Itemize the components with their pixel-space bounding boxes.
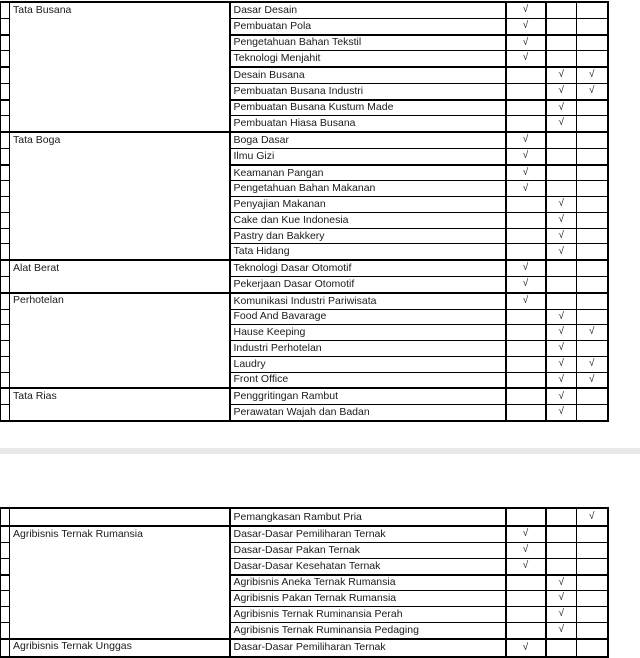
check-cell-col2: [546, 2, 577, 18]
check-cell-col1: √: [506, 35, 546, 51]
subject-cell: Front Office: [230, 372, 506, 388]
left-stub-cell: [1, 372, 10, 388]
left-stub-cell: [1, 405, 10, 421]
check-cell-col1: [506, 228, 546, 244]
check-cell-col1: √: [506, 2, 546, 18]
check-cell-col3: [577, 244, 608, 260]
left-stub-cell: [1, 100, 10, 116]
check-cell-col3: [577, 260, 608, 276]
check-cell-col1: √: [506, 526, 546, 542]
check-cell-col1: [506, 325, 546, 341]
check-cell-col2: √: [546, 622, 577, 638]
check-cell-col1: [506, 508, 546, 526]
check-cell-col3: [577, 2, 608, 18]
left-stub-cell: [1, 83, 10, 99]
subject-cell: Pembuatan Busana Kustum Made: [230, 100, 506, 116]
left-stub-cell: [1, 639, 10, 657]
left-stub-cell: [1, 575, 10, 591]
check-cell-col1: √: [506, 639, 546, 657]
check-cell-col2: √: [546, 575, 577, 591]
check-cell-col3: [577, 639, 608, 657]
subject-cell: Pastry dan Bakkery: [230, 228, 506, 244]
check-cell-col1: √: [506, 277, 546, 293]
left-stub-cell: [1, 228, 10, 244]
check-cell-col3: [577, 558, 608, 574]
check-cell-col3: [577, 197, 608, 213]
check-cell-col1: [506, 67, 546, 83]
check-cell-col2: [546, 639, 577, 657]
check-cell-col2: [546, 51, 577, 67]
table-body-page-2: [1, 508, 608, 657]
subject-cell: Pengetahuan Bahan Tekstil: [230, 35, 506, 51]
table-body-page-1: [1, 2, 608, 421]
subject-cell: Food And Bavarage: [230, 309, 506, 325]
curriculum-table-page-1: [0, 1, 609, 422]
check-cell-col1: [506, 212, 546, 228]
check-cell-col1: √: [506, 260, 546, 276]
left-stub-cell: [1, 607, 10, 623]
category-cell: [10, 508, 230, 526]
check-cell-col3: √: [577, 508, 608, 526]
subject-cell: Pembuatan Busana Industri: [230, 83, 506, 99]
check-cell-col2: √: [546, 228, 577, 244]
check-cell-col1: [506, 405, 546, 421]
check-cell-col1: √: [506, 165, 546, 181]
check-cell-col3: [577, 212, 608, 228]
check-cell-col3: [577, 35, 608, 51]
check-cell-col2: √: [546, 356, 577, 372]
subject-cell: Pemangkasan Rambut Pria: [230, 508, 506, 526]
table-row: [1, 388, 608, 404]
check-cell-col2: √: [546, 341, 577, 357]
subject-cell: Agribisnis Ternak Ruminansia Pedaging: [230, 622, 506, 638]
check-cell-col2: √: [546, 591, 577, 607]
check-cell-col2: √: [546, 372, 577, 388]
left-stub-cell: [1, 51, 10, 67]
check-cell-col2: [546, 148, 577, 164]
category-cell: Tata Busana: [10, 2, 230, 132]
check-cell-col3: [577, 405, 608, 421]
left-stub-cell: [1, 197, 10, 213]
subject-cell: Penyajian Makanan: [230, 197, 506, 213]
left-stub-cell: [1, 293, 10, 309]
check-cell-col3: [577, 575, 608, 591]
subject-cell: Dasar Desain: [230, 2, 506, 18]
check-cell-col3: [577, 165, 608, 181]
check-cell-col2: √: [546, 325, 577, 341]
check-cell-col1: √: [506, 293, 546, 309]
table-row: [1, 639, 608, 657]
table-row: [1, 132, 608, 148]
check-cell-col2: [546, 508, 577, 526]
left-stub-cell: [1, 543, 10, 559]
subject-cell: Boga Dasar: [230, 132, 506, 148]
check-cell-col3: √: [577, 372, 608, 388]
check-cell-col3: [577, 100, 608, 116]
check-cell-col2: [546, 277, 577, 293]
left-stub-cell: [1, 148, 10, 164]
subject-cell: Keamanan Pangan: [230, 165, 506, 181]
check-cell-col1: √: [506, 18, 546, 34]
subject-cell: Penggritingan Rambut: [230, 388, 506, 404]
check-cell-col2: [546, 526, 577, 542]
check-cell-col1: √: [506, 543, 546, 559]
subject-cell: Teknologi Dasar Otomotif: [230, 260, 506, 276]
check-cell-col3: [577, 341, 608, 357]
category-cell: Tata Boga: [10, 132, 230, 260]
subject-cell: Pengetahuan Bahan Makanan: [230, 181, 506, 197]
left-stub-cell: [1, 508, 10, 526]
check-cell-col1: √: [506, 51, 546, 67]
left-stub-cell: [1, 181, 10, 197]
subject-cell: Teknologi Menjahit: [230, 51, 506, 67]
check-cell-col3: [577, 277, 608, 293]
left-stub-cell: [1, 67, 10, 83]
check-cell-col3: [577, 228, 608, 244]
check-cell-col3: [577, 607, 608, 623]
check-cell-col2: [546, 558, 577, 574]
check-cell-col2: √: [546, 67, 577, 83]
check-cell-col1: [506, 309, 546, 325]
subject-cell: Dasar-Dasar Pakan Ternak: [230, 543, 506, 559]
category-cell: Perhotelan: [10, 293, 230, 389]
left-stub-cell: [1, 18, 10, 34]
subject-cell: Dasar-Dasar Pemiliharan Ternak: [230, 639, 506, 657]
check-cell-col2: √: [546, 244, 577, 260]
check-cell-col3: [577, 132, 608, 148]
left-stub-cell: [1, 2, 10, 18]
left-stub-cell: [1, 388, 10, 404]
subject-cell: Tata Hidang: [230, 244, 506, 260]
check-cell-col2: [546, 165, 577, 181]
check-cell-col2: √: [546, 212, 577, 228]
check-cell-col1: √: [506, 148, 546, 164]
check-cell-col3: √: [577, 67, 608, 83]
subject-cell: Pembuatan Hiasa Busana: [230, 116, 506, 132]
check-cell-col1: [506, 356, 546, 372]
subject-cell: Pekerjaan Dasar Otomotif: [230, 277, 506, 293]
left-stub-cell: [1, 526, 10, 542]
table-row: [1, 260, 608, 276]
check-cell-col2: [546, 260, 577, 276]
subject-cell: Agribisnis Pakan Ternak Rumansia: [230, 591, 506, 607]
check-cell-col3: [577, 388, 608, 404]
category-cell: Alat Berat: [10, 260, 230, 293]
subject-cell: Pembuatan Pola: [230, 18, 506, 34]
check-cell-col1: [506, 607, 546, 623]
check-cell-col3: [577, 51, 608, 67]
subject-cell: Dasar-Dasar Kesehatan Ternak: [230, 558, 506, 574]
check-cell-col3: [577, 543, 608, 559]
subject-cell: Hause Keeping: [230, 325, 506, 341]
curriculum-table-page-2: [0, 507, 609, 658]
check-cell-col3: [577, 591, 608, 607]
left-stub-cell: [1, 277, 10, 293]
check-cell-col2: [546, 181, 577, 197]
left-stub-cell: [1, 165, 10, 181]
left-stub-cell: [1, 341, 10, 357]
left-stub-cell: [1, 132, 10, 148]
check-cell-col1: [506, 388, 546, 404]
table-row: [1, 508, 608, 526]
check-cell-col1: √: [506, 558, 546, 574]
check-cell-col2: [546, 132, 577, 148]
check-cell-col1: [506, 116, 546, 132]
subject-cell: Cake dan Kue Indonesia: [230, 212, 506, 228]
check-cell-col1: [506, 197, 546, 213]
subject-cell: Desain Busana: [230, 67, 506, 83]
check-cell-col1: [506, 372, 546, 388]
left-stub-cell: [1, 622, 10, 638]
category-cell: Agribisnis Ternak Rumansia: [10, 526, 230, 638]
subject-cell: Komunikasi Industri Pariwisata: [230, 293, 506, 309]
check-cell-col1: √: [506, 132, 546, 148]
check-cell-col1: [506, 575, 546, 591]
category-cell: Tata Rias: [10, 388, 230, 421]
check-cell-col3: [577, 622, 608, 638]
check-cell-col2: √: [546, 405, 577, 421]
check-cell-col2: [546, 543, 577, 559]
left-stub-cell: [1, 244, 10, 260]
check-cell-col3: [577, 18, 608, 34]
check-cell-col1: [506, 341, 546, 357]
check-cell-col1: √: [506, 181, 546, 197]
check-cell-col1: [506, 100, 546, 116]
check-cell-col2: √: [546, 309, 577, 325]
check-cell-col3: √: [577, 356, 608, 372]
table-row: [1, 526, 608, 542]
check-cell-col1: [506, 622, 546, 638]
check-cell-col2: √: [546, 197, 577, 213]
left-stub-cell: [1, 325, 10, 341]
check-cell-col2: √: [546, 83, 577, 99]
check-cell-col2: [546, 293, 577, 309]
check-cell-col3: [577, 293, 608, 309]
subject-cell: Dasar-Dasar Pemiliharan Ternak: [230, 526, 506, 542]
table-row: [1, 293, 608, 309]
check-cell-col3: [577, 181, 608, 197]
table-row: [1, 2, 608, 18]
left-stub-cell: [1, 591, 10, 607]
check-cell-col3: [577, 526, 608, 542]
check-cell-col2: [546, 35, 577, 51]
left-stub-cell: [1, 35, 10, 51]
check-cell-col2: √: [546, 388, 577, 404]
category-cell: Agribisnis Ternak Unggas: [10, 639, 230, 657]
left-stub-cell: [1, 212, 10, 228]
check-cell-col2: [546, 18, 577, 34]
check-cell-col2: √: [546, 607, 577, 623]
check-cell-col3: [577, 116, 608, 132]
check-cell-col2: √: [546, 116, 577, 132]
subject-cell: Ilmu Gizi: [230, 148, 506, 164]
left-stub-cell: [1, 558, 10, 574]
check-cell-col1: [506, 244, 546, 260]
subject-cell: Laudry: [230, 356, 506, 372]
check-cell-col3: [577, 148, 608, 164]
left-stub-cell: [1, 356, 10, 372]
check-cell-col2: √: [546, 100, 577, 116]
left-stub-cell: [1, 116, 10, 132]
check-cell-col3: √: [577, 83, 608, 99]
check-cell-col1: [506, 591, 546, 607]
subject-cell: Agribisnis Aneka Ternak Rumansia: [230, 575, 506, 591]
left-stub-cell: [1, 309, 10, 325]
page-break-divider: [0, 448, 640, 454]
check-cell-col3: √: [577, 325, 608, 341]
check-cell-col3: [577, 309, 608, 325]
left-stub-cell: [1, 260, 10, 276]
subject-cell: Perawatan Wajah dan Badan: [230, 405, 506, 421]
check-cell-col1: [506, 83, 546, 99]
subject-cell: Agribisnis Ternak Ruminansia Perah: [230, 607, 506, 623]
subject-cell: Industri Perhotelan: [230, 341, 506, 357]
